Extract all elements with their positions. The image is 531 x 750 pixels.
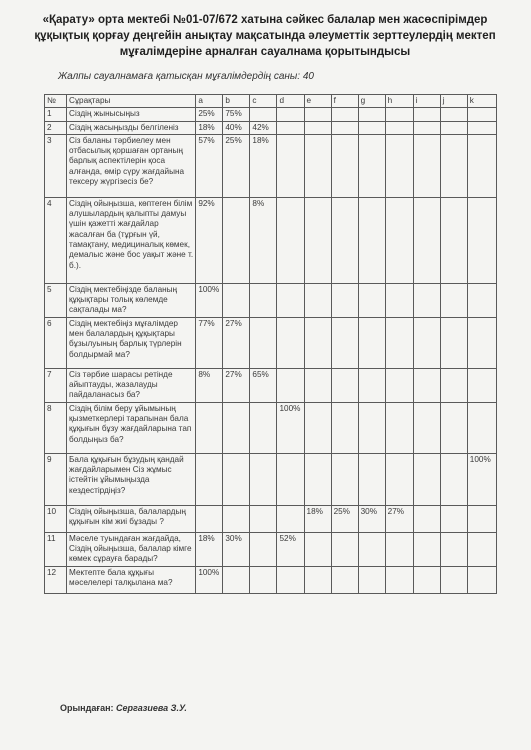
answer-cell <box>304 134 331 197</box>
answer-cell <box>467 532 496 566</box>
column-header: i <box>413 95 440 108</box>
answer-cell: 25% <box>223 134 250 197</box>
answer-cell <box>304 368 331 402</box>
question-number: 11 <box>45 532 67 566</box>
column-header: b <box>223 95 250 108</box>
answer-cell <box>331 402 358 453</box>
question-number: 12 <box>45 566 67 593</box>
question-number: 8 <box>45 402 67 453</box>
answer-cell <box>467 368 496 402</box>
answer-cell <box>250 505 277 532</box>
answer-cell <box>440 453 467 505</box>
answer-cell <box>440 134 467 197</box>
performer-label: Орындаған: <box>60 703 114 713</box>
answer-cell: 52% <box>277 532 304 566</box>
answer-cell <box>331 317 358 368</box>
answer-cell <box>440 402 467 453</box>
answer-cell <box>250 453 277 505</box>
table-row <box>45 402 497 453</box>
answer-cell <box>440 317 467 368</box>
table-header-row <box>45 95 497 108</box>
answer-cell <box>440 505 467 532</box>
answer-cell <box>277 566 304 593</box>
table-row <box>45 134 497 197</box>
answer-cell <box>467 317 496 368</box>
table-row <box>45 283 497 317</box>
answer-cell <box>250 283 277 317</box>
answer-cell <box>304 197 331 283</box>
answer-cell <box>304 566 331 593</box>
answer-cell <box>223 505 250 532</box>
column-header: e <box>304 95 331 108</box>
answer-cell <box>304 402 331 453</box>
answer-cell <box>413 402 440 453</box>
answer-cell <box>413 532 440 566</box>
question-number: 7 <box>45 368 67 402</box>
question-text: Сіздің жынысыңыз <box>67 108 196 121</box>
answer-cell <box>250 532 277 566</box>
answer-cell: 42% <box>250 121 277 134</box>
answer-cell <box>304 108 331 121</box>
column-header: f <box>331 95 358 108</box>
answer-cell <box>358 532 385 566</box>
answer-cell: 100% <box>196 566 223 593</box>
question-number: 6 <box>45 317 67 368</box>
answer-cell <box>385 317 413 368</box>
answer-cell <box>467 197 496 283</box>
answer-cell <box>440 108 467 121</box>
question-text: Мектепте бала құқығы мәселелері талқылана ма? <box>67 566 196 593</box>
question-text: Бала құқығын бұзудың қандай жағдайларымен Сіз жұмыс істейтін ұйымыңызда кездестірдіңіз? <box>67 453 196 505</box>
answer-cell <box>250 402 277 453</box>
answer-cell: 25% <box>331 505 358 532</box>
answer-cell <box>331 121 358 134</box>
answer-cell <box>304 532 331 566</box>
answer-cell: 8% <box>250 197 277 283</box>
answer-cell <box>385 134 413 197</box>
answer-cell <box>385 566 413 593</box>
survey-table <box>44 94 497 594</box>
table-row <box>45 368 497 402</box>
answer-cell: 27% <box>223 368 250 402</box>
answer-cell: 75% <box>223 108 250 121</box>
answer-cell <box>277 197 304 283</box>
answer-cell <box>277 453 304 505</box>
column-header: a <box>196 95 223 108</box>
answer-cell <box>440 532 467 566</box>
answer-cell: 8% <box>196 368 223 402</box>
answer-cell: 18% <box>304 505 331 532</box>
column-header: c <box>250 95 277 108</box>
answer-cell <box>467 134 496 197</box>
question-text: Сіздің жасыңызды белгіленіз <box>67 121 196 134</box>
answer-cell <box>277 368 304 402</box>
answer-cell: 40% <box>223 121 250 134</box>
answer-cell <box>413 505 440 532</box>
question-text: Мәселе туындаған жағдайда, Сіздің ойыңызша, балалар кімге көмек сұрауға барады? <box>67 532 196 566</box>
question-number: 10 <box>45 505 67 532</box>
answer-cell <box>385 453 413 505</box>
answer-cell <box>440 368 467 402</box>
footer <box>60 703 187 713</box>
answer-cell <box>385 368 413 402</box>
answer-cell <box>413 134 440 197</box>
answer-cell: 77% <box>196 317 223 368</box>
answer-cell: 27% <box>385 505 413 532</box>
answer-cell <box>277 505 304 532</box>
column-header: d <box>277 95 304 108</box>
answer-cell <box>385 532 413 566</box>
answer-cell <box>358 453 385 505</box>
table-row <box>45 453 497 505</box>
answer-cell <box>413 317 440 368</box>
answer-cell <box>223 197 250 283</box>
answer-cell <box>358 317 385 368</box>
answer-cell <box>413 368 440 402</box>
answer-cell <box>250 317 277 368</box>
question-number: 9 <box>45 453 67 505</box>
answer-cell <box>223 566 250 593</box>
answer-cell <box>440 566 467 593</box>
answer-cell <box>385 402 413 453</box>
question-number: 1 <box>45 108 67 121</box>
answer-cell <box>467 566 496 593</box>
column-header: Сұрақтары <box>67 95 196 108</box>
table-row <box>45 317 497 368</box>
answer-cell: 100% <box>196 283 223 317</box>
answer-cell <box>358 134 385 197</box>
answer-cell <box>250 108 277 121</box>
answer-cell <box>277 283 304 317</box>
answer-cell <box>440 283 467 317</box>
question-text: Сіз баланы тәрбиелеу мен отбасылық қоршаған ортаның барлық аспектілерін қоса алғанда, өмір сүру жағдайына тексеру жүргізесіз бе? <box>67 134 196 197</box>
answer-cell <box>440 121 467 134</box>
performer-name: Сергазиева З.У. <box>116 703 187 713</box>
answer-cell <box>385 108 413 121</box>
table-row <box>45 566 497 593</box>
answer-cell <box>467 283 496 317</box>
answer-cell <box>467 108 496 121</box>
answer-cell <box>440 197 467 283</box>
answer-cell: 100% <box>467 453 496 505</box>
answer-cell <box>331 368 358 402</box>
answer-cell <box>277 121 304 134</box>
answer-cell <box>413 121 440 134</box>
answer-cell <box>196 402 223 453</box>
answer-cell <box>223 402 250 453</box>
answer-cell: 18% <box>196 532 223 566</box>
answer-cell <box>250 566 277 593</box>
answer-cell <box>413 197 440 283</box>
question-number: 5 <box>45 283 67 317</box>
answer-cell <box>358 402 385 453</box>
answer-cell <box>413 453 440 505</box>
answer-cell <box>196 453 223 505</box>
answer-cell <box>331 566 358 593</box>
table-body <box>45 108 497 593</box>
answer-cell <box>358 121 385 134</box>
answer-cell <box>223 453 250 505</box>
answer-cell <box>331 108 358 121</box>
answer-cell: 57% <box>196 134 223 197</box>
answer-cell: 92% <box>196 197 223 283</box>
answer-cell: 18% <box>196 121 223 134</box>
document-title: «Қарату» орта мектебі №01-07/672 хатына сәйкес балалар мен жасөспірімдер құқықтық қорғау деңгейін анықтау мақсатында әлеуметтік зерттеулердің мектеп мұғалімдеріне арналған сауалнама қорытындысы <box>34 14 496 58</box>
answer-cell <box>385 121 413 134</box>
participants-count: Жалпы сауалнамаға қатысқан мұғалімдердің саны: 40 <box>58 71 314 82</box>
answer-cell: 18% <box>250 134 277 197</box>
answer-cell <box>358 566 385 593</box>
table-row <box>45 505 497 532</box>
answer-cell <box>277 317 304 368</box>
answer-cell <box>358 283 385 317</box>
answer-cell <box>331 532 358 566</box>
column-header: g <box>358 95 385 108</box>
table-row <box>45 108 497 121</box>
answer-cell <box>413 108 440 121</box>
answer-cell <box>331 453 358 505</box>
answer-cell: 27% <box>223 317 250 368</box>
answer-cell <box>304 317 331 368</box>
question-number: 2 <box>45 121 67 134</box>
answer-cell <box>277 134 304 197</box>
answer-cell <box>304 453 331 505</box>
column-header: k <box>467 95 496 108</box>
question-text: Сіздің ойыңызша, балалардың құқығын кім жиі бұзады ? <box>67 505 196 532</box>
question-text: Сіз тәрбие шарасы ретінде айыптауды, жазалауды пайдаланасыз ба? <box>67 368 196 402</box>
answer-cell <box>358 108 385 121</box>
question-text: Сіздің білім беру ұйымының қызметкерлері тарапынан бала құқығын бұзу жағдайларына тап болдыңыз ба? <box>67 402 196 453</box>
question-text: Сіздің ойыңызша, көптеген білім алушылардың қалыпты дамуы үшін қажетті жағдайлар жасалған ба (тұрғын үй, тамақтану, медициналық көмек, демалыс және бос уақыт және т. б.). <box>67 197 196 283</box>
answer-cell: 100% <box>277 402 304 453</box>
answer-cell <box>358 197 385 283</box>
answer-cell <box>385 283 413 317</box>
answer-cell <box>413 566 440 593</box>
answer-cell <box>358 368 385 402</box>
answer-cell <box>304 121 331 134</box>
answer-cell <box>223 283 250 317</box>
answer-cell <box>331 134 358 197</box>
table-row <box>45 197 497 283</box>
answer-cell <box>385 197 413 283</box>
question-number: 3 <box>45 134 67 197</box>
answer-cell <box>467 121 496 134</box>
answer-cell <box>467 505 496 532</box>
answer-cell <box>304 283 331 317</box>
answer-cell: 65% <box>250 368 277 402</box>
column-header: № <box>45 95 67 108</box>
question-text: Сіздің мектебіңізде баланың құқықтары толық көлемде сақталады ма? <box>67 283 196 317</box>
answer-cell <box>277 108 304 121</box>
answer-cell: 30% <box>358 505 385 532</box>
answer-cell <box>413 283 440 317</box>
column-header: h <box>385 95 413 108</box>
answer-cell <box>467 402 496 453</box>
answer-cell: 30% <box>223 532 250 566</box>
table-row <box>45 532 497 566</box>
answer-cell: 25% <box>196 108 223 121</box>
question-number: 4 <box>45 197 67 283</box>
question-text: Сіздің мектебіңіз мұғалімдер мен балалардың құқықтары бұзылуының барлық түрлерін болдырмай ма? <box>67 317 196 368</box>
table-row <box>45 121 497 134</box>
answer-cell <box>331 197 358 283</box>
answer-cell <box>196 505 223 532</box>
answer-cell <box>331 283 358 317</box>
column-header: j <box>440 95 467 108</box>
